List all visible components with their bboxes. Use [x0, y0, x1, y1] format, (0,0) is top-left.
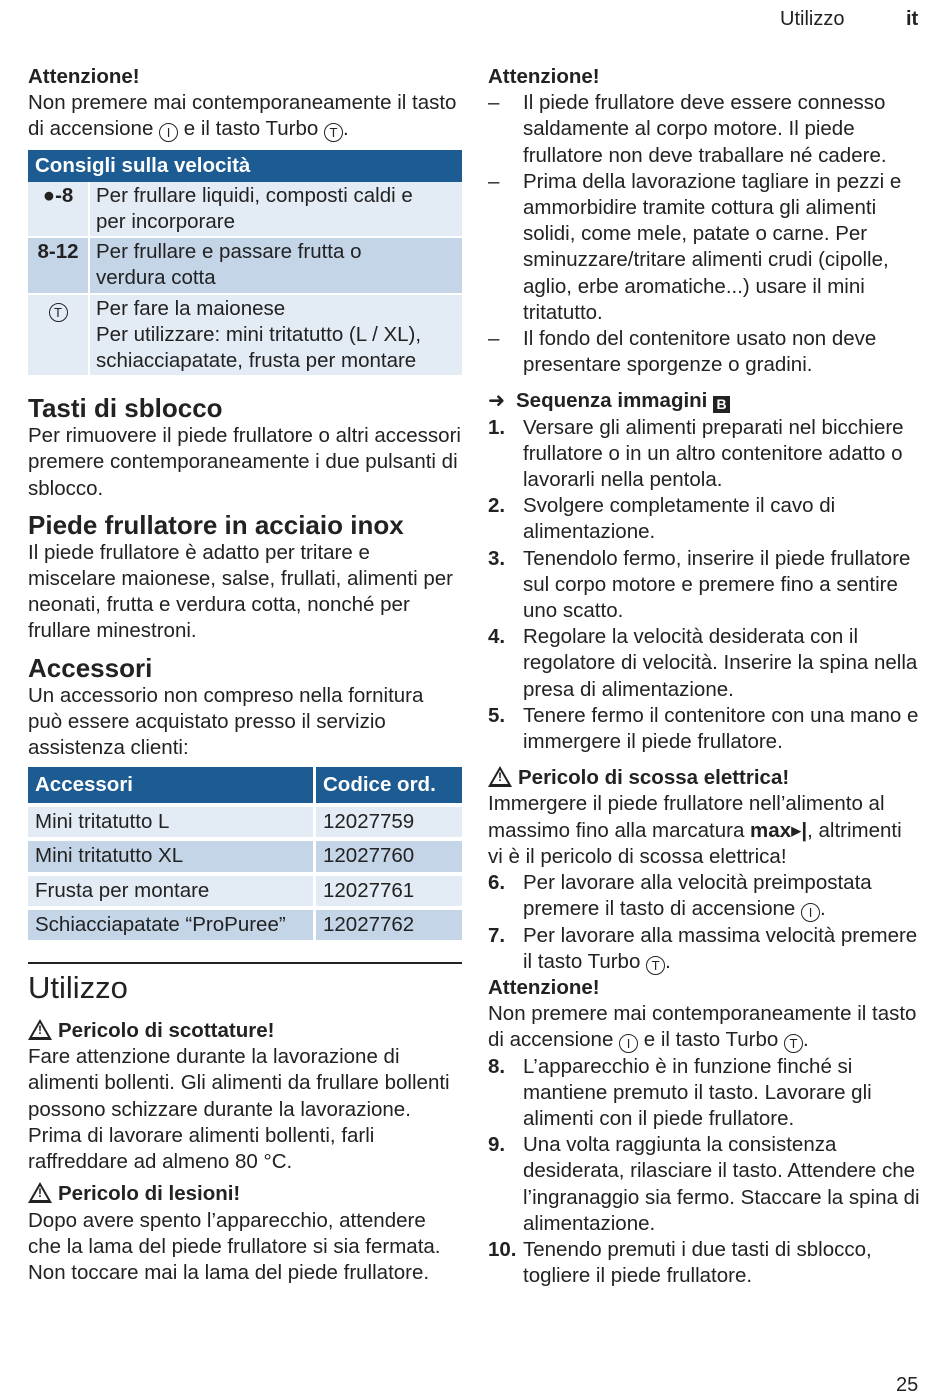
steps-list — [488, 415, 920, 756]
speed-key: 8-12 — [28, 238, 90, 294]
speed-desc-line: Per frullare liquidi, composti caldi e — [96, 183, 413, 207]
warning-icon: ! — [488, 766, 512, 787]
shock-warning-label: Pericolo di scossa elettrica! — [518, 766, 790, 790]
release-text: Per rimuovere il piede frullatore o altri accessori premere contemporaneamente i due pulsanti di sblocco. — [28, 424, 461, 500]
injury-warning-text: Dopo avere spento l’apparecchio, attendere che la lama del piede frullatore si sia fermata. Non toccare mai la lama del piede frullatore. — [28, 1208, 441, 1284]
table-row — [28, 803, 462, 837]
step-text-end: . — [665, 949, 671, 973]
step-number: 1. — [488, 415, 506, 439]
speed-key: ●-8 — [28, 182, 90, 238]
left-column — [28, 64, 462, 1286]
accessory-name: Mini tritatutto L — [28, 803, 316, 837]
speed-tips-title: Consigli sulla velocità — [28, 150, 462, 182]
attention-title: Attenzione! — [488, 975, 600, 999]
step-text: Per lavorare alla massima velocità premere il tasto Turbo — [523, 923, 918, 973]
attention-title: Attenzione! — [28, 65, 140, 88]
power-button-icon: I — [619, 1034, 638, 1053]
accessory-code: 12027760 — [316, 837, 462, 871]
list-item — [488, 703, 920, 755]
table-row — [28, 182, 462, 238]
step-number: 8. — [488, 1054, 506, 1078]
step-number: 6. — [488, 871, 506, 895]
step-number: 5. — [488, 703, 506, 727]
image-sequence — [488, 388, 920, 414]
speed-tips-table — [28, 150, 462, 378]
shock-warning-text-b: , altrimenti vi è il pericolo di scossa elettrica! — [488, 818, 902, 868]
page-number: 25 — [896, 1374, 919, 1396]
accessories-heading: Accessori — [28, 652, 153, 683]
list-item — [488, 923, 920, 975]
list-item: – Il piede frullatore deve essere connesso saldamente al corpo motore. Il piede frullatore non deve traballare né cadere. — [488, 90, 920, 169]
list-item — [488, 1237, 920, 1289]
language-code: it — [906, 8, 919, 30]
turbo-button-icon: T — [646, 956, 665, 975]
accessories-col-name: Accessori — [28, 767, 316, 803]
accessory-name: Frusta per montare — [28, 872, 316, 906]
list-item — [488, 1132, 920, 1237]
table-row — [28, 837, 462, 871]
table-row — [28, 906, 462, 940]
speed-desc-line: verdura cotta — [96, 266, 216, 290]
section-name: Utilizzo — [780, 8, 845, 30]
table-row — [28, 872, 462, 906]
list-item — [488, 493, 920, 545]
turbo-button-icon: T — [324, 123, 343, 142]
injury-warning-label: Pericolo di lesioni! — [58, 1182, 241, 1206]
usage-heading: Utilizzo — [28, 970, 128, 1006]
list-item — [488, 1054, 920, 1133]
arrow-right-icon: ➜ — [488, 389, 506, 413]
shock-warning-text — [488, 791, 920, 870]
step-text: Tenere fermo il contenitore con una mano e immergere il piede frullatore. — [523, 703, 919, 754]
release-heading: Tasti di sblocco — [28, 393, 223, 424]
attention-title: Attenzione! — [488, 65, 600, 88]
accessories-table — [28, 767, 462, 940]
accessory-name: Schiacciapatate “ProPuree” — [28, 906, 316, 940]
burn-warning-title — [28, 1018, 462, 1044]
injury-warning-title — [28, 1181, 462, 1207]
shock-warning-text-a: Immergere il piede frullatore nell’alimento al massimo fino alla marcatura — [488, 792, 885, 842]
speed-desc-line: Per utilizzare: mini tritatutto (L / XL), — [96, 322, 422, 346]
step-number: 3. — [488, 546, 506, 570]
image-sequence-label: Sequenza immagini — [516, 389, 708, 413]
attention-text-a: Non premere mai contemporaneamente il tasto di accensione — [28, 91, 457, 141]
step-text: Tenendolo fermo, inserire il piede frullatore sul corpo motore e premere fino a sentire uno scatto. — [523, 546, 911, 623]
speed-desc-line: schiacciapatate, frusta per montare — [96, 349, 417, 373]
accessories-col-code: Codice ord. — [316, 767, 462, 803]
max-mark-icon: max▸| — [750, 818, 808, 842]
attention-text — [28, 90, 462, 142]
steps-list — [488, 1054, 920, 1290]
speed-key — [28, 295, 90, 378]
section-divider — [28, 962, 462, 964]
attention-list — [488, 90, 920, 378]
shock-warning-title — [488, 765, 920, 791]
steps-list — [488, 870, 920, 975]
burn-warning-label: Pericolo di scottature! — [58, 1019, 275, 1043]
accessory-code: 12027762 — [316, 906, 462, 940]
right-column — [488, 64, 920, 1289]
attention-text-b: e il tasto Turbo — [643, 1028, 779, 1052]
step-text: Versare gli alimenti preparati nel bicchiere frullatore o in un altro contenitore adatto o lavorarli nella pentola. — [523, 415, 904, 492]
figure-b-icon: B — [713, 396, 730, 413]
blender-foot-text: Il piede frullatore è adatto per tritare e miscelare maionese, salse, frullati, alimenti per neonati, frutta e verdura cotta, nonché per frullare minestroni. — [28, 540, 453, 643]
step-text: Per lavorare alla velocità preimpostata premere il tasto di accensione — [523, 871, 872, 921]
warning-icon: ! — [28, 1019, 52, 1040]
table-row — [28, 238, 462, 294]
attention-text-end: . — [342, 117, 349, 141]
step-number: 9. — [488, 1133, 506, 1157]
power-button-icon: I — [801, 903, 820, 922]
blender-foot-heading: Piede frullatore in acciaio inox — [28, 509, 404, 540]
page-header — [0, 6, 950, 34]
accessory-code: 12027759 — [316, 803, 462, 837]
step-text: L’apparecchio è in funzione finché si mantiene premuto il tasto. Lavorare gli alimenti con il piede frullatore. — [523, 1054, 872, 1130]
accessory-name: Mini tritatutto XL — [28, 837, 316, 871]
turbo-button-icon: T — [784, 1034, 803, 1053]
speed-desc — [90, 238, 462, 294]
list-item — [488, 624, 920, 703]
attention-text-end: . — [802, 1028, 809, 1052]
speed-desc-line: Per fare la maionese — [96, 296, 286, 320]
list-item: – Prima della lavorazione tagliare in pezzi e ammorbidire tramite cottura gli alimenti solidi, come mele, patate o carne. Per sminuzzare/tritare alimenti crudi (cipolle, aglio, erbe aromatiche...) usare il mini tritatutto. — [488, 169, 920, 326]
list-item: – Il fondo del contenitore usato non deve presentare sporgenze o gradini. — [488, 326, 920, 378]
attention-text-a: Non premere mai contemporaneamente il tasto di accensione — [488, 1002, 917, 1052]
step-number: 2. — [488, 494, 506, 518]
power-button-icon: I — [159, 123, 178, 142]
table-row — [28, 295, 462, 378]
step-number: 10. — [488, 1237, 517, 1261]
speed-desc-line: Per frullare e passare frutta o — [96, 240, 362, 264]
turbo-button-icon: T — [49, 303, 68, 322]
warning-icon: ! — [28, 1182, 52, 1203]
list-item — [488, 415, 920, 494]
step-number: 4. — [488, 625, 506, 649]
burn-warning-text: Fare attenzione durante la lavorazione di alimenti bollenti. Gli alimenti da frullare bollenti possono schizzare durante la lavorazione. Prima di lavorare alimenti bollenti, farli raffreddare ad almeno 80 °C. — [28, 1045, 450, 1174]
step-text-end: . — [820, 897, 826, 921]
list-item — [488, 870, 920, 922]
step-text: Tenendo premuti i due tasti di sblocco, togliere il piede frullatore. — [523, 1237, 872, 1288]
step-text: Una volta raggiunta la consistenza desiderata, rilasciare il tasto. Attendere che l’ingranaggio sia fermo. Staccare la spina di alimentazione. — [523, 1133, 920, 1235]
attention-text-b: e il tasto Turbo — [183, 117, 319, 141]
step-text: Regolare la velocità desiderata con il regolatore di velocità. Inserire la spina nella presa di alimentazione. — [523, 625, 918, 701]
speed-desc — [90, 295, 462, 378]
speed-desc — [90, 182, 462, 238]
attention-text — [488, 1001, 920, 1053]
list-item — [488, 546, 920, 625]
accessory-code: 12027761 — [316, 872, 462, 906]
accessories-text: Un accessorio non compreso nella fornitura può essere acquistato presso il servizio assistenza clienti: — [28, 683, 424, 760]
step-number: 7. — [488, 923, 506, 947]
speed-desc-line: per incorporare — [96, 210, 236, 234]
step-text: Svolgere completamente il cavo di alimentazione. — [523, 494, 836, 544]
